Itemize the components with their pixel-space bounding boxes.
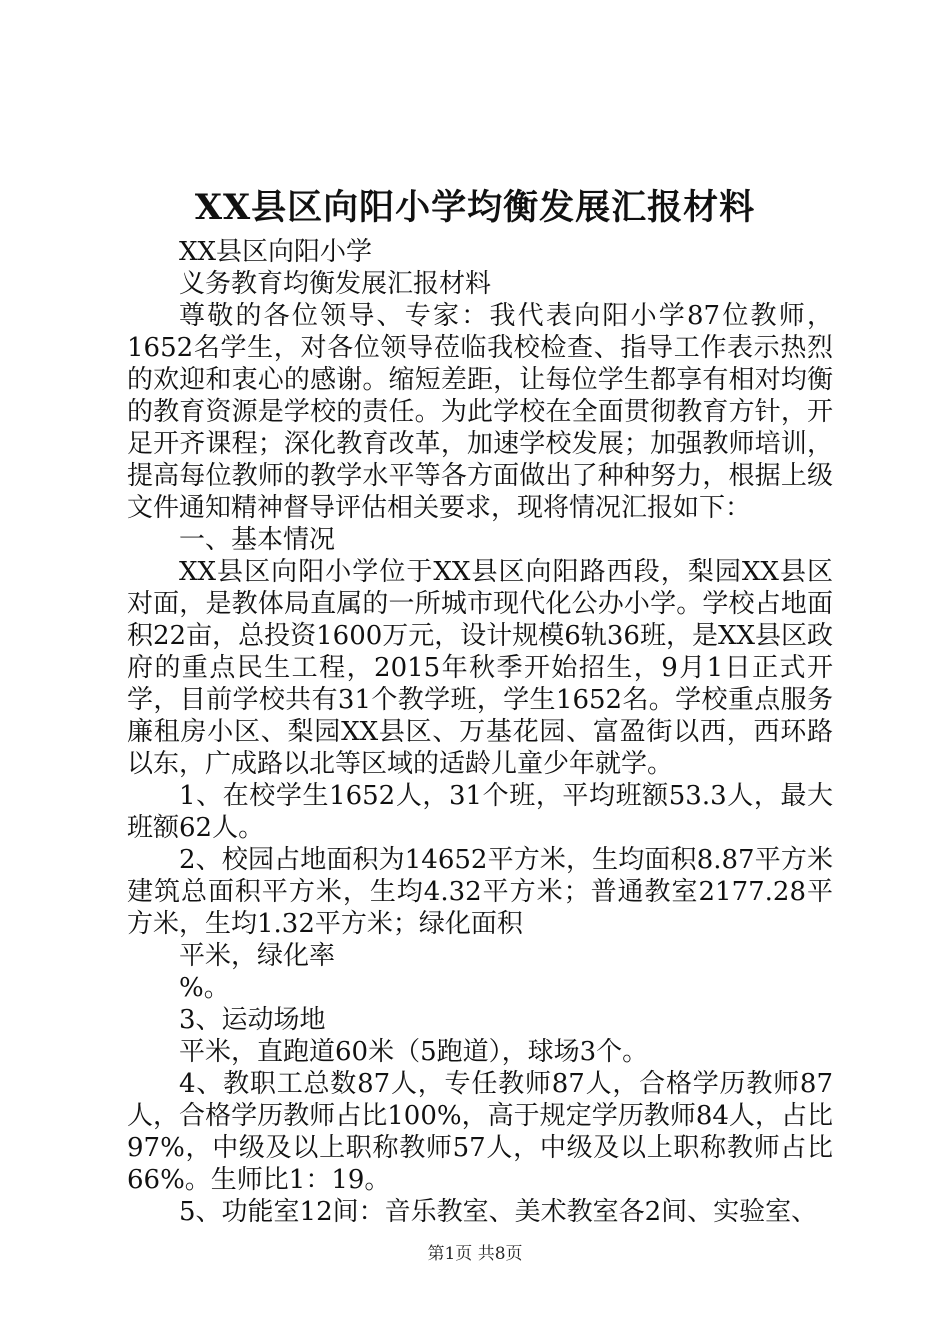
list-item-function-rooms: 5、功能室12间：音乐教室、美术教室各2间、实验室、 bbox=[179, 1197, 818, 1227]
list-item-track: 平米，直跑道60米（5跑道），球场3个。 bbox=[179, 1037, 649, 1067]
paragraph-subtitle: 义务教育均衡发展汇报材料 bbox=[179, 269, 492, 299]
list-item-students: 1、在校学生1652人，31个班，平均班额53.3人，最大班额62人。 bbox=[127, 781, 833, 843]
document-title: XX县区向阳小学均衡发展汇报材料 bbox=[194, 187, 756, 228]
list-item-campus-area: 2、校园占地面积为14652平方米，生均面积8.87平方米建筑总面积平方米，生均4.32平方米；普通教室2177.28平方米，生均1.32平方米；绿化面积 bbox=[127, 845, 833, 939]
page-number-footer: 第1页 共8页 bbox=[427, 1244, 523, 1264]
section-heading-basic-info: 一、基本情况 bbox=[179, 525, 336, 555]
paragraph-school-name: XX县区向阳小学 bbox=[179, 237, 373, 267]
paragraph-school-overview: XX县区向阳小学位于XX县区向阳路西段，梨园XX县区对面，是教体局直属的一所城市现代化公办小学。学校占地面积22亩，总投资1600万元，设计规模6轨36班，是XX县区政府的重点民生工程，2015年秋季开始招生，9月1日正式开学，目前学校共有31个教学班，学生1652名。学校重点服务廉租房小区、梨园XX县区、万基花园、富盈街以西，西环路以东，广成路以北等区域的适龄儿童少年就学。 bbox=[127, 557, 833, 779]
list-item-percent: %。 bbox=[179, 973, 230, 1003]
list-item-sports-field: 3、运动场地 bbox=[179, 1005, 326, 1035]
paragraph-greeting: 尊敬的各位领导、专家：我代表向阳小学87位教师，1652名学生，对各位领导莅临我校检查、指导工作表示热烈的欢迎和衷心的感谢。缩短差距，让每位学生都享有相对均衡的教育资源是学校的责任。为此学校在全面贯彻教育方针，开足开齐课程；深化教育改革，加速学校发展；加强教师培训，提高每位教师的教学水平等各方面做出了种种努力，根据上级文件通知精神督导评估相关要求，现将情况汇报如下： bbox=[127, 301, 833, 523]
list-item-staff: 4、教职工总数87人，专任教师87人，合格学历教师87人，合格学历教师占比100%，高于规定学历教师84人，占比97%，中级及以上职称教师57人，中级及以上职称教师占比66%。生师比1：19。 bbox=[127, 1069, 833, 1195]
document-body bbox=[127, 236, 833, 1228]
list-item-green-rate: 平米，绿化率 bbox=[179, 941, 336, 971]
